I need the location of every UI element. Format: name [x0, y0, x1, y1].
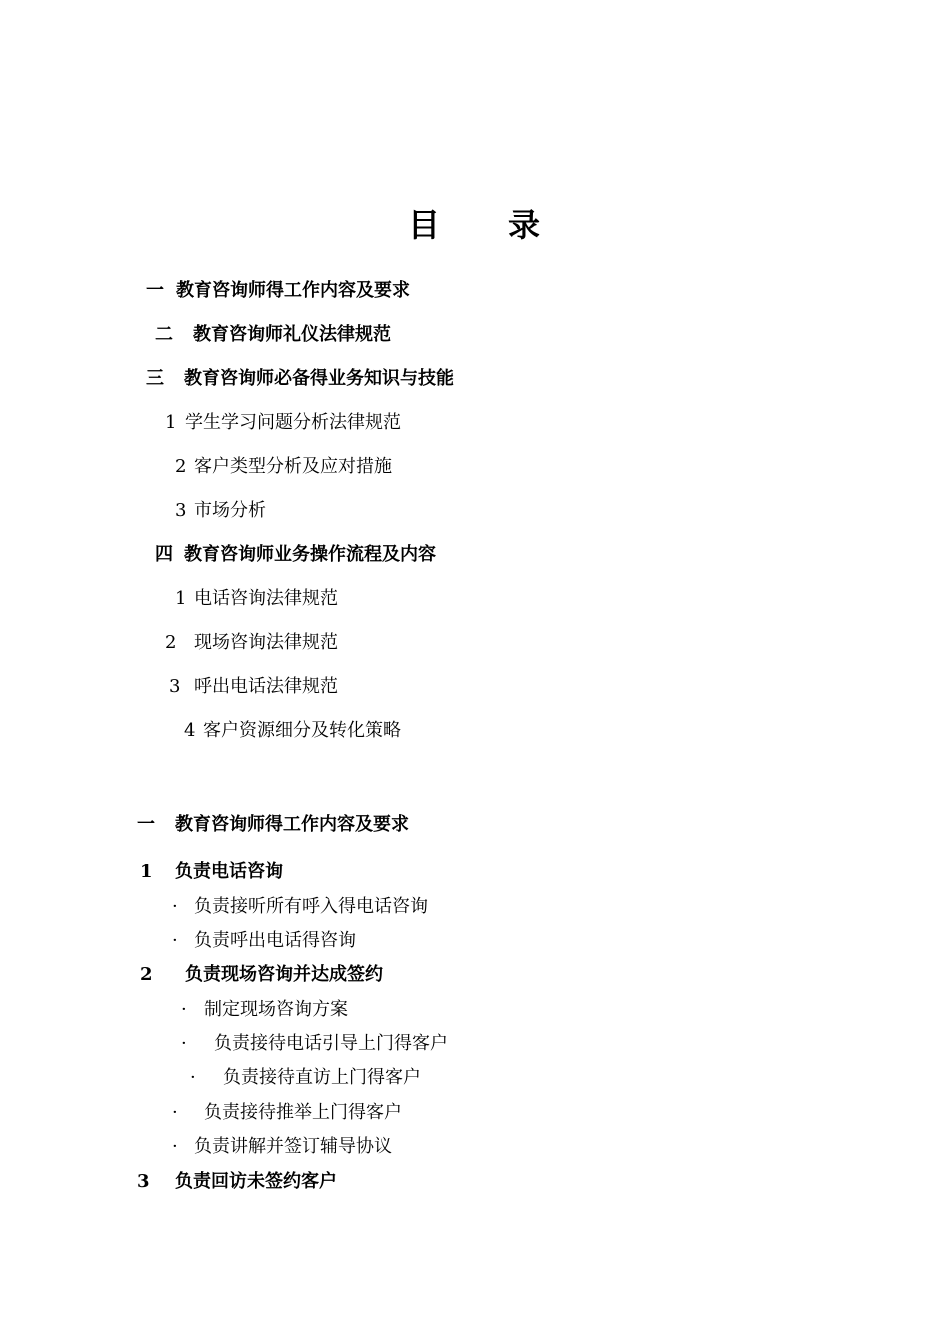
subsection-heading [140, 860, 283, 884]
bullet-symbol: · [172, 1136, 178, 1157]
toc-item-number: 1 [165, 412, 177, 433]
toc-item-number: 二 [155, 324, 173, 345]
toc-item [175, 587, 338, 611]
toc-item-text: 客户类型分析及应对措施 [194, 456, 392, 477]
bullet-symbol: · [172, 1102, 178, 1123]
bullet-item [172, 1135, 392, 1159]
title-char-2: 录 [508, 206, 543, 244]
section-number: 一 [137, 814, 155, 835]
bullet-item [181, 1032, 448, 1056]
toc-item-text: 教育咨询师业务操作流程及内容 [184, 544, 436, 565]
bullet-symbol: · [172, 896, 178, 917]
bullet-symbol: · [181, 1033, 187, 1054]
bullet-symbol: · [190, 1067, 196, 1088]
bullet-item [190, 1066, 421, 1090]
toc-item-text: 市场分析 [194, 500, 266, 521]
toc-item [165, 631, 338, 655]
toc-item-number: 2 [165, 632, 177, 653]
bullet-text: 负责呼出电话得咨询 [194, 930, 356, 951]
bullet-item [172, 1101, 402, 1125]
toc-item-text: 客户资源细分及转化策略 [203, 720, 401, 741]
toc-item-text: 教育咨询师得工作内容及要求 [176, 280, 410, 301]
bullet-text: 负责接待推举上门得客户 [204, 1102, 402, 1123]
toc-item-number: 3 [175, 500, 187, 521]
toc-item [155, 543, 436, 567]
bullet-item [181, 998, 348, 1022]
toc-item-number: 四 [155, 544, 173, 565]
toc-item-number: 4 [184, 720, 196, 741]
toc-item [175, 499, 266, 523]
subsection-heading [140, 963, 383, 987]
bullet-text: 负责接待直访上门得客户 [223, 1067, 421, 1088]
subsection-number: 1 [140, 861, 153, 882]
toc-item [165, 411, 401, 435]
toc-item-text: 呼出电话法律规范 [194, 676, 338, 697]
toc-item-number: 一 [146, 280, 164, 301]
toc-item [175, 455, 392, 479]
toc-item-number: 三 [146, 368, 164, 389]
bullet-text: 制定现场咨询方案 [204, 999, 348, 1020]
bullet-symbol: · [172, 930, 178, 951]
bullet-symbol: · [181, 999, 187, 1020]
toc-item-text: 现场咨询法律规范 [194, 632, 338, 653]
toc-item [155, 323, 391, 347]
toc-item-text: 学生学习问题分析法律规范 [185, 412, 401, 433]
toc-item [184, 719, 401, 743]
bullet-text: 负责讲解并签订辅导协议 [194, 1136, 392, 1157]
bullet-item [172, 929, 356, 953]
toc-item-number: 3 [169, 676, 181, 697]
bullet-text: 负责接待电话引导上门得客户 [214, 1033, 448, 1054]
section-heading [137, 813, 409, 837]
toc-item [146, 279, 410, 303]
bullet-item [172, 895, 428, 919]
section-heading-text: 教育咨询师得工作内容及要求 [175, 814, 409, 835]
toc-item-text: 电话咨询法律规范 [194, 588, 338, 609]
subsection-heading [137, 1170, 337, 1194]
subsection-heading-text: 负责回访未签约客户 [175, 1171, 337, 1192]
toc-item-text: 教育咨询师必备得业务知识与技能 [184, 368, 454, 389]
bullet-text: 负责接听所有呼入得电话咨询 [194, 896, 428, 917]
toc-item [146, 367, 454, 391]
subsection-number: 3 [137, 1171, 150, 1192]
subsection-number: 2 [140, 964, 153, 985]
subsection-heading-text: 负责电话咨询 [175, 861, 283, 882]
toc-item-number: 2 [175, 456, 187, 477]
page-title [0, 200, 950, 246]
toc-item [169, 675, 338, 699]
title-char-1: 目 [407, 206, 442, 244]
toc-item-text: 教育咨询师礼仪法律规范 [193, 324, 391, 345]
toc-item-number: 1 [175, 588, 187, 609]
subsection-heading-text: 负责现场咨询并达成签约 [185, 964, 383, 985]
